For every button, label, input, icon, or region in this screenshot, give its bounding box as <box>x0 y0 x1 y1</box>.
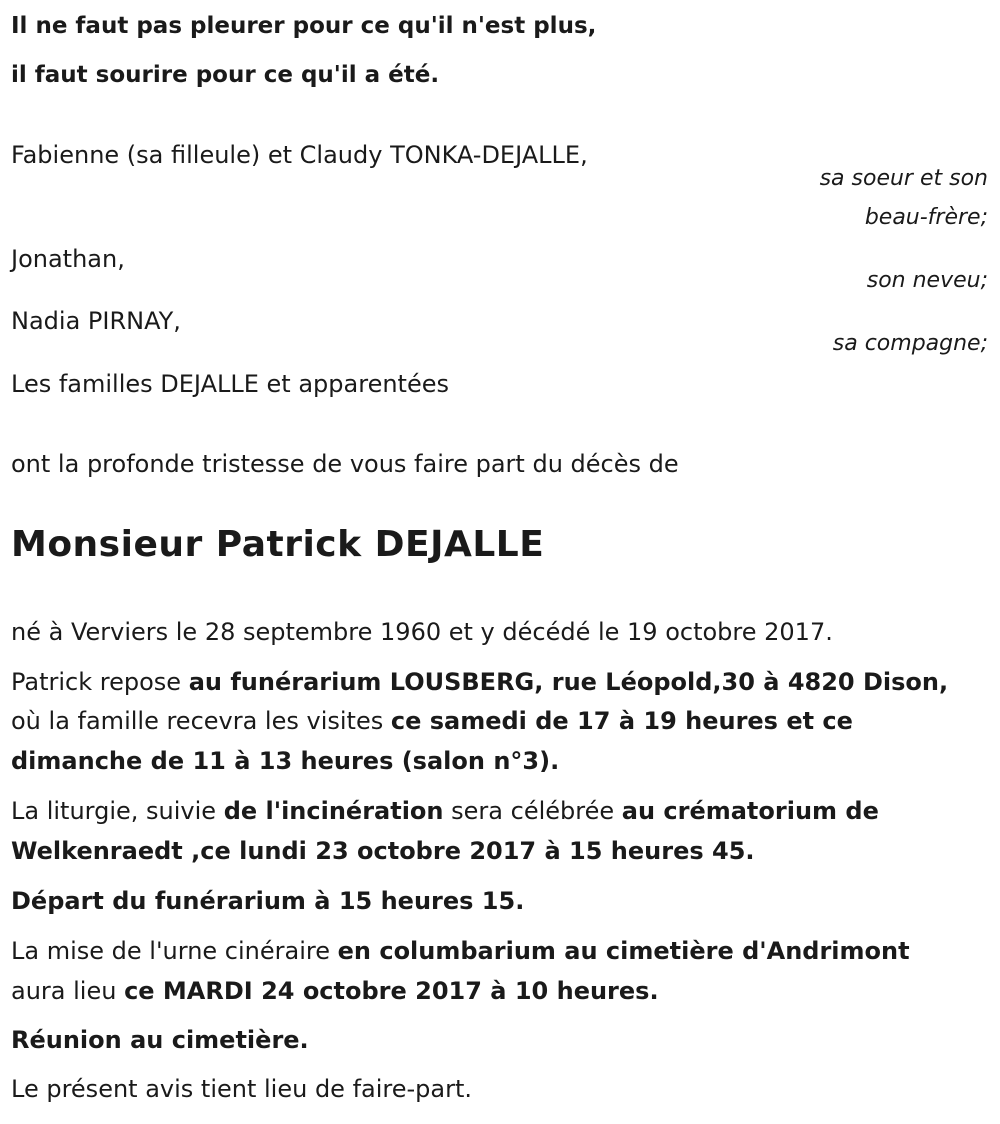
family-relation-2: son neveu; <box>866 268 988 293</box>
urn-line-1 <box>11 936 910 966</box>
visit-text-d: ce samedi de 17 à 19 heures et ce <box>390 707 853 735</box>
liturgy-text-a: La liturgie, suivie <box>11 797 224 825</box>
visit-line-1 <box>11 667 948 697</box>
liturgy-text-e: Welkenraedt ,ce lundi 23 octobre 2017 à 15 heures 45. <box>11 837 755 865</box>
birth-death: né à Verviers le 28 septembre 1960 et y décédé le 19 octobre 2017. <box>11 618 833 646</box>
visit-text-a: Patrick repose <box>11 668 189 696</box>
urn-text-a: La mise de l'urne cinéraire <box>11 937 338 965</box>
liturgy-line-2 <box>11 836 755 866</box>
family-member-1: Fabienne (sa filleule) et Claudy TONKA-DEJALLE, <box>11 141 588 169</box>
quote-line-2: il faut sourire pour ce qu'il a été. <box>11 62 440 88</box>
meeting-text: Réunion au cimetière. <box>11 1026 309 1054</box>
notice: Le présent avis tient lieu de faire-part. <box>11 1075 473 1103</box>
liturgy-text-d: au crématorium de <box>621 797 879 825</box>
visit-line-2 <box>11 706 853 736</box>
visit-text-b: au funérarium LOUSBERG, rue Léopold,30 à 4820 Dison, <box>188 668 949 696</box>
urn-line-2 <box>11 976 659 1006</box>
urn-text-c: aura lieu <box>11 977 125 1005</box>
visit-line-3 <box>11 746 559 776</box>
liturgy-text-c: sera célébrée <box>443 797 622 825</box>
visit-text-c: où la famille recevra les visites <box>11 707 391 735</box>
liturgy-line-1 <box>11 796 879 826</box>
urn-text-d: ce MARDI 24 octobre 2017 à 10 heures. <box>124 977 659 1005</box>
visit-text-e: dimanche de 11 à 13 heures (salon n°3). <box>11 747 560 775</box>
family-member-3: Nadia PIRNAY, <box>11 307 181 335</box>
deceased-name: Monsieur Patrick DEJALLE <box>11 524 545 565</box>
family-member-2: Jonathan, <box>11 245 125 273</box>
urn-text-b: en columbarium au cimetière d'Andrimont <box>337 937 910 965</box>
quote-line-1: Il ne faut pas pleurer pour ce qu'il n'est plus, <box>11 13 597 39</box>
family-relation-3: sa compagne; <box>832 331 988 356</box>
departure-text: Départ du funérarium à 15 heures 15. <box>11 887 525 915</box>
announcement: ont la profonde tristesse de vous faire part du décès de <box>11 450 679 478</box>
family-relation-1a: sa soeur et son <box>819 166 988 191</box>
meeting <box>11 1025 309 1055</box>
family-member-4: Les familles DEJALLE et apparentées <box>11 370 449 398</box>
family-relation-1b: beau-frère; <box>864 205 988 230</box>
departure <box>11 886 524 916</box>
liturgy-text-b: de l'incinération <box>223 797 444 825</box>
